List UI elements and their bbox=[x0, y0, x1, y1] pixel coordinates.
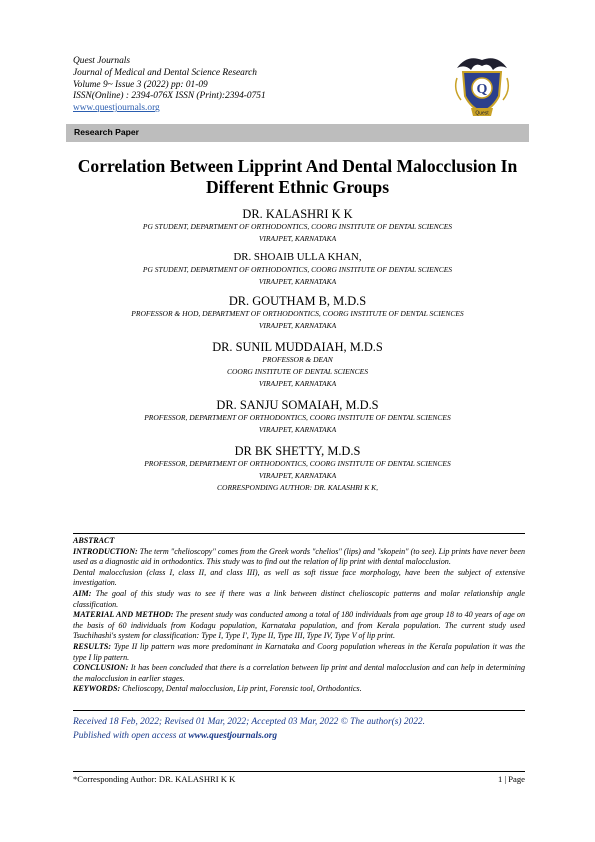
author-affiliation: COORG INSTITUTE OF DENTAL SCIENCES bbox=[227, 367, 368, 376]
abstract-keywords: KEYWORDS: Chelioscopy, Dental malocclusion, Lip print, Forensic tool, Orthodontics. bbox=[73, 684, 362, 694]
quest-logo-icon bbox=[449, 50, 515, 120]
svg-text:Quest: Quest bbox=[475, 110, 489, 117]
journal-issn: ISSN(Online) : 2394-076X ISSN (Print):2394-0751 bbox=[73, 91, 266, 102]
open-access-site: www.questjournals.org bbox=[188, 731, 278, 741]
author-affiliation: PROFESSOR, DEPARTMENT OF ORTHODONTICS, COORG INSTITUTE OF DENTAL SCIENCES bbox=[144, 413, 451, 422]
svg-text:Q: Q bbox=[476, 82, 488, 97]
received-line: Received 18 Feb, 2022; Revised 01 Mar, 2022; Accepted 03 Mar, 2022 © The author(s) 2022. bbox=[73, 717, 425, 727]
author-affiliation: VIRAJPET, KARNATAKA bbox=[258, 234, 337, 243]
abstract-conclusion: CONCLUSION: It has been concluded that there is a correlation between lip print and dental malocclusion and can help in determining the malocclusion in earlier stages. bbox=[73, 663, 525, 683]
open-access-line: Published with open access at www.questjournals.org bbox=[73, 731, 278, 741]
author-name: DR. GOUTHAM B, M.D.S bbox=[228, 294, 367, 308]
author-affiliation: VIRAJPET, KARNATAKA bbox=[258, 277, 337, 286]
footer-rule bbox=[73, 771, 525, 772]
author-3 bbox=[60, 295, 535, 332]
author-affiliation: VIRAJPET, KARNATAKA bbox=[258, 321, 337, 330]
abstract-results: RESULTS: Type II lip pattern was more predominant in Karnataka and Coorg population whereas in the Kerala population it was the type I lip pattern. bbox=[73, 641, 525, 662]
footer-page-number: 1 | Page bbox=[497, 774, 525, 784]
abstract-aim: AIM: The goal of this study was to see if there was a link between distinct chelioscopic patterns and molar relationship angle classification. bbox=[73, 588, 525, 609]
journal-name: Quest Journals bbox=[73, 56, 131, 66]
journal-header bbox=[73, 56, 266, 115]
author-affiliation: VIRAJPET, KARNATAKA bbox=[258, 471, 337, 480]
abstract-introduction-cont: Dental malocclusion (class I, class II, and class III), as well as soft tissue face morphology, have been the subject of extensive investigation. bbox=[73, 567, 525, 588]
author-1 bbox=[60, 208, 535, 245]
abstract-method: MATERIAL AND METHOD: The present study was conducted among a total of 180 individuals from age group 18 to 40 years of age on the basis of 60 individuals from Kodagu population, Karnataka population, and from Kerala population. The current study used Tsuchihashi's system for classification: Type I, Type I', Type II, Type III, Type IV, Type V of lip print. bbox=[73, 610, 525, 641]
abstract-bottom-rule bbox=[73, 710, 525, 711]
author-name: DR BK SHETTY, M.D.S bbox=[234, 444, 361, 458]
author-list bbox=[60, 208, 535, 494]
publication-dates bbox=[73, 715, 425, 743]
author-name: DR. SANJU SOMAIAH, M.D.S bbox=[216, 398, 379, 412]
article-type-label: Research Paper bbox=[74, 127, 139, 137]
author-affiliation: VIRAJPET, KARNATAKA bbox=[258, 379, 337, 388]
page-footer bbox=[73, 774, 525, 784]
journal-url-link[interactable]: www.questjournals.org bbox=[73, 103, 160, 114]
journal-volume: Volume 9~ Issue 3 (2022) pp: 01-09 bbox=[73, 79, 208, 90]
author-affiliation: CORRESPONDING AUTHOR: DR. KALASHRI K K, bbox=[217, 483, 378, 492]
author-affiliation: PROFESSOR & DEAN bbox=[262, 355, 333, 364]
author-6 bbox=[60, 445, 535, 494]
author-affiliation: PROFESSOR, DEPARTMENT OF ORTHODONTICS, COORG INSTITUTE OF DENTAL SCIENCES bbox=[144, 459, 451, 468]
author-affiliation: PG STUDENT, DEPARTMENT OF ORTHODONTICS, COORG INSTITUTE OF DENTAL SCIENCES bbox=[142, 222, 453, 231]
footer-corresponding-author: *Corresponding Author: DR. KALASHRI K K bbox=[73, 774, 236, 784]
author-4 bbox=[60, 341, 535, 390]
author-name: DR. SUNIL MUDDAIAH, M.D.S bbox=[212, 340, 383, 354]
abstract-top-rule bbox=[73, 533, 525, 534]
abstract-introduction: INTRODUCTION: The term "chelioscopy" comes from the Greek words "chelios" (lips) and "skopein" (to see). Lip prints have never been used as a diagnostic aid in orthodontics. This study was to find out the relation of lip print with dental malocclusion. bbox=[73, 546, 525, 567]
author-name: DR. SHOAIB ULLA KHAN, bbox=[233, 251, 362, 263]
author-affiliation: PG STUDENT, DEPARTMENT OF ORTHODONTICS, COORG INSTITUTE OF DENTAL SCIENCES bbox=[142, 265, 453, 274]
journal-title: Journal of Medical and Dental Science Research bbox=[73, 67, 257, 78]
author-affiliation: PROFESSOR & HOD, DEPARTMENT OF ORTHODONTICS, COORG INSTITUTE OF DENTAL SCIENCES bbox=[131, 309, 464, 318]
abstract-heading: ABSTRACT bbox=[73, 536, 115, 545]
author-name: DR. KALASHRI K K bbox=[242, 207, 353, 221]
author-5 bbox=[60, 399, 535, 436]
author-affiliation: VIRAJPET, KARNATAKA bbox=[258, 425, 337, 434]
author-2 bbox=[60, 251, 535, 288]
paper-title: Correlation Between Lipprint And Dental Malocclusion In Different Ethnic Groups bbox=[77, 156, 518, 197]
abstract bbox=[73, 536, 525, 695]
article-type-banner bbox=[66, 124, 529, 142]
